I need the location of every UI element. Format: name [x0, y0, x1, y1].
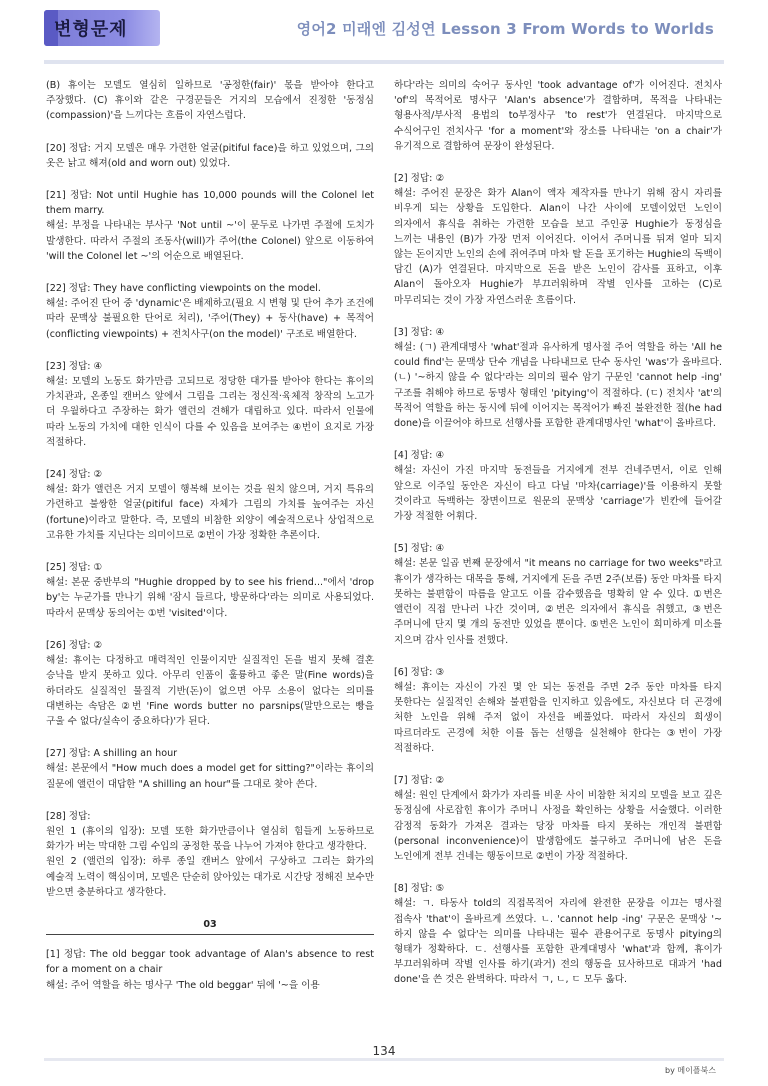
answer-block [394, 665, 722, 756]
publisher-credit: by 메이플북스 [665, 1066, 716, 1075]
answer-paragraph: [24] 정답: ② [46, 469, 103, 481]
answer-paragraph: [7] 정답: ② [394, 774, 445, 786]
answer-paragraph: [3] 정답: ④ [394, 326, 445, 338]
answer-paragraph: [5] 정답: ④ [394, 543, 445, 555]
answer-paragraph: 하다'라는 의미의 숙어구 동사인 'took advantage of'가 이어진다. 전치사 'of'의 목적어로 명사구 'Alan's absence'가 결합하며, 목적을 나타내는 형용사적/부사적 용법의 to부정사구 'to rest'가 연결된다. 마지막으로 수식어구인 전치사구 'for a moment'와 장소를 나타내는 'on a chair'가 유기적으로 결합하여 문장이 완성된다. [394, 80, 722, 152]
answer-paragraph: [25] 정답: ① [46, 562, 103, 574]
answer-paragraph: 해설: 주어진 문장은 화가 Alan이 액자 제작자를 만나기 위해 잠시 자리를 비우게 되는 상황을 도입한다. Alan이 나간 사이에 모델이었던 노인이 의자에서 휴식을 취하는 가련한 모습을 보고 주인공 Hughie가 동정심을 느끼는 내용인 (B)가 가장 먼저 이어진다. 이어서 주머니를 뒤져 얼마 되지 않는 돈이지만 노인의 손에 쥐여주며 마차 탈 돈을 포기하는 Hughie의 독백이 담긴 (A)가 연결된다. 마지막으로 돈을 받은 노인이 감사를 표하고, 이후 Alan이 돌아오자 Hughie가 부끄러워하며 작별 인사를 고하는 (C)로 마무리되는 것이 가장 자연스러운 흐름이다. [394, 188, 722, 306]
answer-paragraph: 해설: 본문에서 "How much does a model get for sitting?"이라는 휴이의 질문에 앨런이 대답한 "A shilling an hour"를 그대로 찾아 쓴다. [46, 763, 374, 790]
page-header [0, 0, 768, 62]
answer-paragraph: (B) 휴이는 모델도 열심히 일하므로 '공정한(fair)' 몫을 받아야 한다고 주장했다. (C) 휴이와 같은 구경꾼들은 거지의 모습에서 진정한 '동정심(compassion)'을 느끼다는 흐름이 자연스럽다. [46, 80, 374, 122]
answer-block [46, 78, 374, 124]
answer-paragraph: [23] 정답: ④ [46, 360, 103, 372]
answer-paragraph: 해설: 주어진 단어 중 'dynamic'은 배제하고(필요 시 변형 및 단어 추가 조건에 따라 문맥상 불필요한 단어로 처리), '주어(They) + 동사(have) + 목적어(conflicting viewpoints) + 전치사구(on the model)' 구조로 배열한다. [46, 298, 374, 340]
page-title: 영어2 미래엔 김성연 Lesson 3 From Words to Worlds [296, 20, 714, 38]
answer-paragraph: 해설: 자신이 가진 마지막 동전들을 거지에게 전부 건네주면서, 이로 인해 앞으로 이주일 동안은 자신이 타고 다닐 '마차(carriage)'를 이용하지 못할 것이라고 독백하는 장면이므로 원문의 문맥상 'carriage'가 빈칸에 들어갈 가장 적절한 어휘다. [394, 465, 722, 523]
answer-paragraph: [28] 정답: [46, 810, 91, 822]
answer-paragraph: 해설: 원인 단계에서 화가가 자리를 비운 사이 비참한 처지의 모델을 보고 깊은 동정심에 사로잡힌 휴이가 주머니 사정을 확인하는 상황을 서술했다. 이러한 감정적 동화가 가져온 결과는 당장 마차를 타지 못하는 개인적 불편함(personal inconvenience)이 발생함에도 불구하고 주머니에 남은 돈을 노인에게 전부 건네는 행동이므로 ②번이 가장 적절하다. [394, 790, 722, 862]
answer-paragraph: 해설: 주어 역할을 하는 명사구 'The old beggar' 뒤에 '~을 이용 [46, 979, 320, 991]
answer-paragraph: 해설: 본문 중반부의 "Hughie dropped by to see his friend..."에서 'drop by'는 누군가를 만나기 위해 '잠시 들르다, 방문하다'라는 의미로 사용되었다. 따라서 문맥상 동의어는 ①번 'visited'이다. [46, 577, 374, 619]
answer-paragraph: [22] 정답: They have conflicting viewpoints on the model. [46, 283, 321, 295]
answer-block [46, 560, 374, 621]
header-badge-label: 변형문제 [54, 19, 128, 40]
answer-paragraph: 해설: (ㄱ) 관계대명사 'what'절과 유사하게 명사절 주어 역할을 하는 'All he could find'는 문맥상 단수 개념을 나타내므로 단수 동사인 'was'가 올바르다. (ㄴ) '~하지 않을 수 없다'라는 의미의 필수 암기 구문인 'cannot help -ing' 구조를 취해야 하므로 동명사 형태인 'pitying'이 적절하다. (ㄷ) 전치사 'at'의 목적어 역할을 하는 동시에 뒤에 이어지는 목적어가 빠진 불완전한 절(he had done)을 이끌어야 하므로 선행사를 포함한 관계대명사인 'what'이 올바르다. [394, 342, 722, 430]
answer-block [394, 78, 722, 154]
answer-paragraph: 해설: 휴이는 자신이 가진 몇 안 되는 동전을 주면 2주 동안 마차를 타지 못한다는 실질적인 손해와 불편함을 인지하고 있음에도, 자신보다 더 곤경에 처한 노인을 위해 주저 없이 자선을 베풀었다. 따라서 자신의 희생이 따르더라도 곤경에 처한 이를 돕는 선행을 실천해야 한다는 ③번이 가장 적절하다. [394, 681, 722, 754]
answer-paragraph: [1] 정답: The old beggar took advantage of Alan's absence to rest for a moment on a chair [46, 949, 374, 976]
answer-block [394, 325, 722, 431]
answer-paragraph: [4] 정답: ④ [394, 450, 445, 462]
answer-block [46, 281, 374, 342]
header-divider [44, 60, 724, 64]
answer-paragraph: 해설: 화가 앨런은 거지 모델이 행복해 보이는 것을 원치 않으며, 거지 특유의 가련하고 불쌍한 얼굴(pitiful face) 자체가 그림의 가치를 높여주는 자신(fortune)이라고 말한다. 즉, 모델의 비참한 외양이 예술적으로나 상업적으로 고유한 가치를 지닌다는 의미이므로 ②번이 가장 정확한 추론이다. [46, 484, 374, 541]
left-column [46, 78, 374, 1010]
answer-paragraph: 원인 1 (휴이의 입장): 모델 또한 화가만큼이나 열심히 힘들게 노동하므로 화가가 버는 막대한 그림 수입의 공정한 몫을 나누어 가져야 한다고 생각한다. [46, 825, 374, 853]
answer-block [394, 881, 722, 987]
answer-paragraph: [26] 정답: ② [46, 639, 103, 651]
answer-paragraph: [8] 정답: ⑤ [394, 883, 445, 895]
answer-block [46, 467, 374, 543]
answer-block [46, 746, 374, 792]
answer-paragraph: [21] 정답: Not until Hughie has 10,000 pounds will the Colonel let them marry. [46, 190, 374, 217]
answer-paragraph: [27] 정답: A shilling an hour [46, 748, 178, 760]
answer-paragraph: [20] 정답: 거지 모델은 매우 가련한 얼굴(pitiful face)을 하고 있었으며, 그의 옷은 낡고 해져(old and worn out) 있었다. [46, 142, 374, 169]
answer-paragraph: 해설: 부정을 나타내는 부사구 'Not until ~'이 문두로 나가면 주절에 도치가 발생한다. 따라서 주절의 조동사(will)가 주어(the Colonel) 앞으로 이동하여 'will the Colonel let ~'의 어순으로 배열된다. [46, 220, 374, 262]
answer-block [394, 773, 722, 864]
answer-block [46, 638, 374, 729]
answer-paragraph: 해설: ㄱ. 타동사 told의 직접목적어 자리에 완전한 문장을 이끄는 명사절 접속사 'that'이 올바르게 쓰였다. ㄴ. 'cannot help -ing' 구문은 문맥상 '~하지 않을 수 없다'는 의미를 나타내는 필수 관용어구로 동명사 pitying의 형태가 정확하다. ㄷ. 선행사를 포함한 관계대명사 'what'과 함께, 휴이가 부끄러워하며 작별 인사를 하기(과거) 전의 행동을 묘사하므로 대과거 'had done'을 쓴 것은 완벽하다. 따라서 ㄱ, ㄴ, ㄷ 모두 옳다. [394, 898, 722, 986]
answer-block [46, 809, 374, 900]
answer-paragraph: [6] 정답: ③ [394, 666, 445, 678]
page-number: 134 [372, 1044, 396, 1058]
answer-paragraph: 해설: 모델의 노동도 화가만큼 고되므로 정당한 대가를 받아야 한다는 휴이의 가치관과, 온종일 캔버스 앞에서 그림을 그리는 정신적·육체적 창작의 노고가 더 우월하다고 주장하는 화가 앨런의 견해가 대립하고 있다. 따라서 인물에 따라 노동의 가치에 대한 인식이 다를 수 있음을 보여주는 ④번이 요지로 가장 적절하다. [46, 376, 374, 448]
section-label: 03 [46, 917, 374, 935]
answer-block [46, 188, 374, 264]
answer-paragraph: 원인 2 (앨런의 입장): 하루 종일 캔버스 앞에서 구상하고 그리는 화가의 예술적 노력이 핵심이며, 모델은 단순히 앉아있는 대가로 시간당 정해진 보수만 받으면 충분하다고 생각한다. [46, 856, 374, 898]
answer-paragraph: [2] 정답: ② [394, 173, 445, 185]
answer-block [394, 171, 722, 308]
footer-divider [44, 1058, 724, 1061]
answer-block [394, 541, 722, 647]
answer-block [46, 141, 374, 171]
answer-paragraph: 해설: 휴이는 다정하고 매력적인 인물이지만 실질적인 돈을 벌지 못해 결혼 승낙을 받지 못하고 있다. 아무리 인품이 훌륭하고 좋은 말(Fine words)을 하더라도 실질적인 물질적 기반(돈)이 없으면 아무 소용이 없다는 의미를 대변하는 속담은 ②번 'Fine words butter no parsnips(말만으로는 빵을 구울 수 없다/실속이 중요하다)'가 된다. [46, 655, 374, 727]
answer-block [394, 448, 722, 524]
answer-paragraph: 해설: 본문 일곱 번째 문장에서 "it means no carriage for two weeks"라고 휴이가 생각하는 대목을 통해, 거지에게 돈을 주면 2주(보름) 동안 마차를 타지 못하는 불편함이 따름을 알고도 이를 감수했음을 명확히 알 수 있다. ①번은 앨런이 직접 만나러 나간 것이며, ②번은 의자에서 휴식을 취했고, ③번은 주머니에 단지 몇 개의 동전만 있었을 뿐이다. ⑤번은 노인이 희미하게 미소를 지으며 감사 인사를 전했다. [394, 558, 722, 646]
answer-block [46, 947, 374, 993]
right-column [394, 78, 722, 1005]
answer-block [46, 359, 374, 450]
